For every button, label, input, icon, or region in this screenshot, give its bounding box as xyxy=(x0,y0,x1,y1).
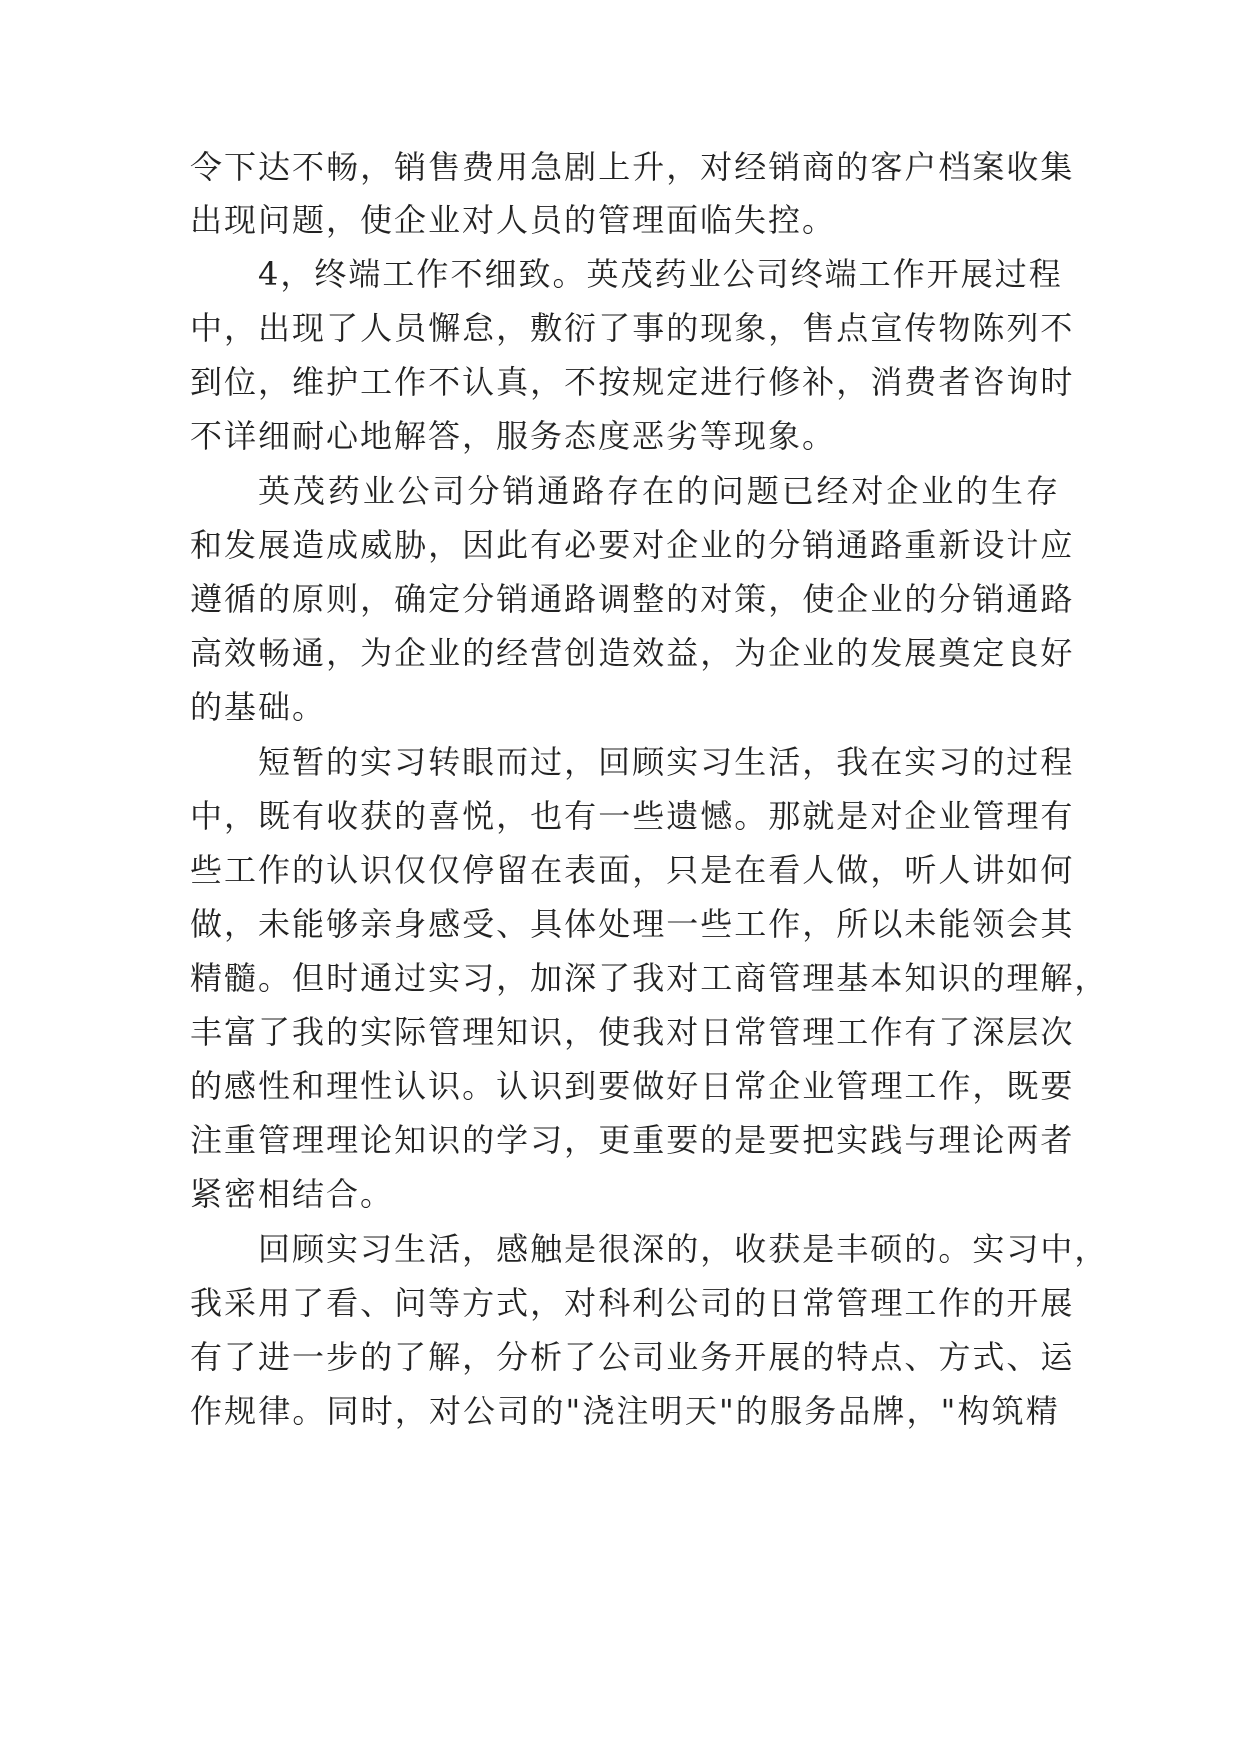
text-line: 高 效 畅 通 ， 为 企 业 的 经 营 创 造 效 益 ， 为 企 业 的 发 展 奠 定 良 好 xyxy=(190,634,1075,672)
text-line: 不详细耐心地解答，服务态度恶劣等现象。 xyxy=(190,417,837,455)
text-line: 精 髓 。 但 时 通 过 实 习 ， 加 深 了 我 对 工 商 管 理 基 本 知 识 的 理 解 ， xyxy=(190,959,1109,997)
text-line: 注 重 管 理 理 论 知 识 的 学 习 ， 更 重 要 的 是 要 把 实 践 与 理 论 两 者 xyxy=(190,1121,1075,1159)
text-line: 些 工 作 的 认 识 仅 仅 停 留 在 表 面 ， 只 是 在 看 人 做 ， 听 人 讲 如 何 xyxy=(190,851,1075,889)
text-line: 4 ， 终 端 工 作 不 细 致 。 英 茂 药 业 公 司 终 端 工 作 开 展 过 程 xyxy=(258,255,1063,293)
text-line: 的基础。 xyxy=(190,688,327,726)
text-line: 短 暂 的 实 习 转 眼 而 过 ， 回 顾 实 习 生 活 ， 我 在 实 习 的 过 程 xyxy=(258,743,1075,781)
text-line: 中 ， 出 现 了 人 员 懈 怠 ， 敷 衍 了 事 的 现 象 ， 售 点 宣 传 物 陈 列 不 xyxy=(190,309,1075,347)
text-line: 我 采 用 了 看 、 问 等 方 式 ， 对 科 利 公 司 的 日 常 管 理 工 作 的 开 展 xyxy=(190,1284,1075,1322)
text-line: 丰 富 了 我 的 实 际 管 理 知 识 ， 使 我 对 日 常 管 理 工 作 有 了 深 层 次 xyxy=(190,1013,1075,1051)
text-line: 遵 循 的 原 则 ， 确 定 分 销 通 路 调 整 的 对 策 ， 使 企 业 的 分 销 通 路 xyxy=(190,580,1075,618)
text-line: 回 顾 实 习 生 活 ， 感 触 是 很 深 的 ， 收 获 是 丰 硕 的 。 实 习 中 ， xyxy=(258,1230,1109,1268)
text-line: 和 发 展 造 成 威 胁 ， 因 此 有 必 要 对 企 业 的 分 销 通 路 重 新 设 计 应 xyxy=(190,526,1075,564)
text-line: 的 感 性 和 理 性 认 识 。 认 识 到 要 做 好 日 常 企 业 管 理 工 作 ， 既 要 xyxy=(190,1067,1075,1105)
text-line: 有 了 进 一 步 的 了 解 ， 分 析 了 公 司 业 务 开 展 的 特 点 、 方 式 、 运 xyxy=(190,1338,1075,1376)
text-line: 令 下 达 不 畅 ， 销 售 费 用 急 剧 上 升 ， 对 经 销 商 的 客 户 档 案 收 集 xyxy=(190,148,1075,186)
text-line: 做 ， 未 能 够 亲 身 感 受 、 具 体 处 理 一 些 工 作 ， 所 以 未 能 领 会 其 xyxy=(190,905,1075,943)
text-line: 英 茂 药 业 公 司 分 销 通 路 存 在 的 问 题 已 经 对 企 业 的 生 存 xyxy=(258,472,1060,510)
text-line: 中 ， 既 有 收 获 的 喜 悦 ， 也 有 一 些 遗 憾 。 那 就 是 对 企 业 管 理 有 xyxy=(190,797,1075,835)
text-line: 到 位 ， 维 护 工 作 不 认 真 ， 不 按 规 定 进 行 修 补 ， 消 费 者 咨 询 时 xyxy=(190,363,1075,401)
text-line: 出现问题，使企业对人员的管理面临失控。 xyxy=(190,201,837,239)
text-line: 作 规 律 。 同 时 ， 对 公 司 的 " 浇 注 明 天 " 的 服 务 品 牌 ， " 构 筑 精 xyxy=(190,1392,1060,1430)
text-line: 紧密相结合。 xyxy=(190,1175,395,1213)
